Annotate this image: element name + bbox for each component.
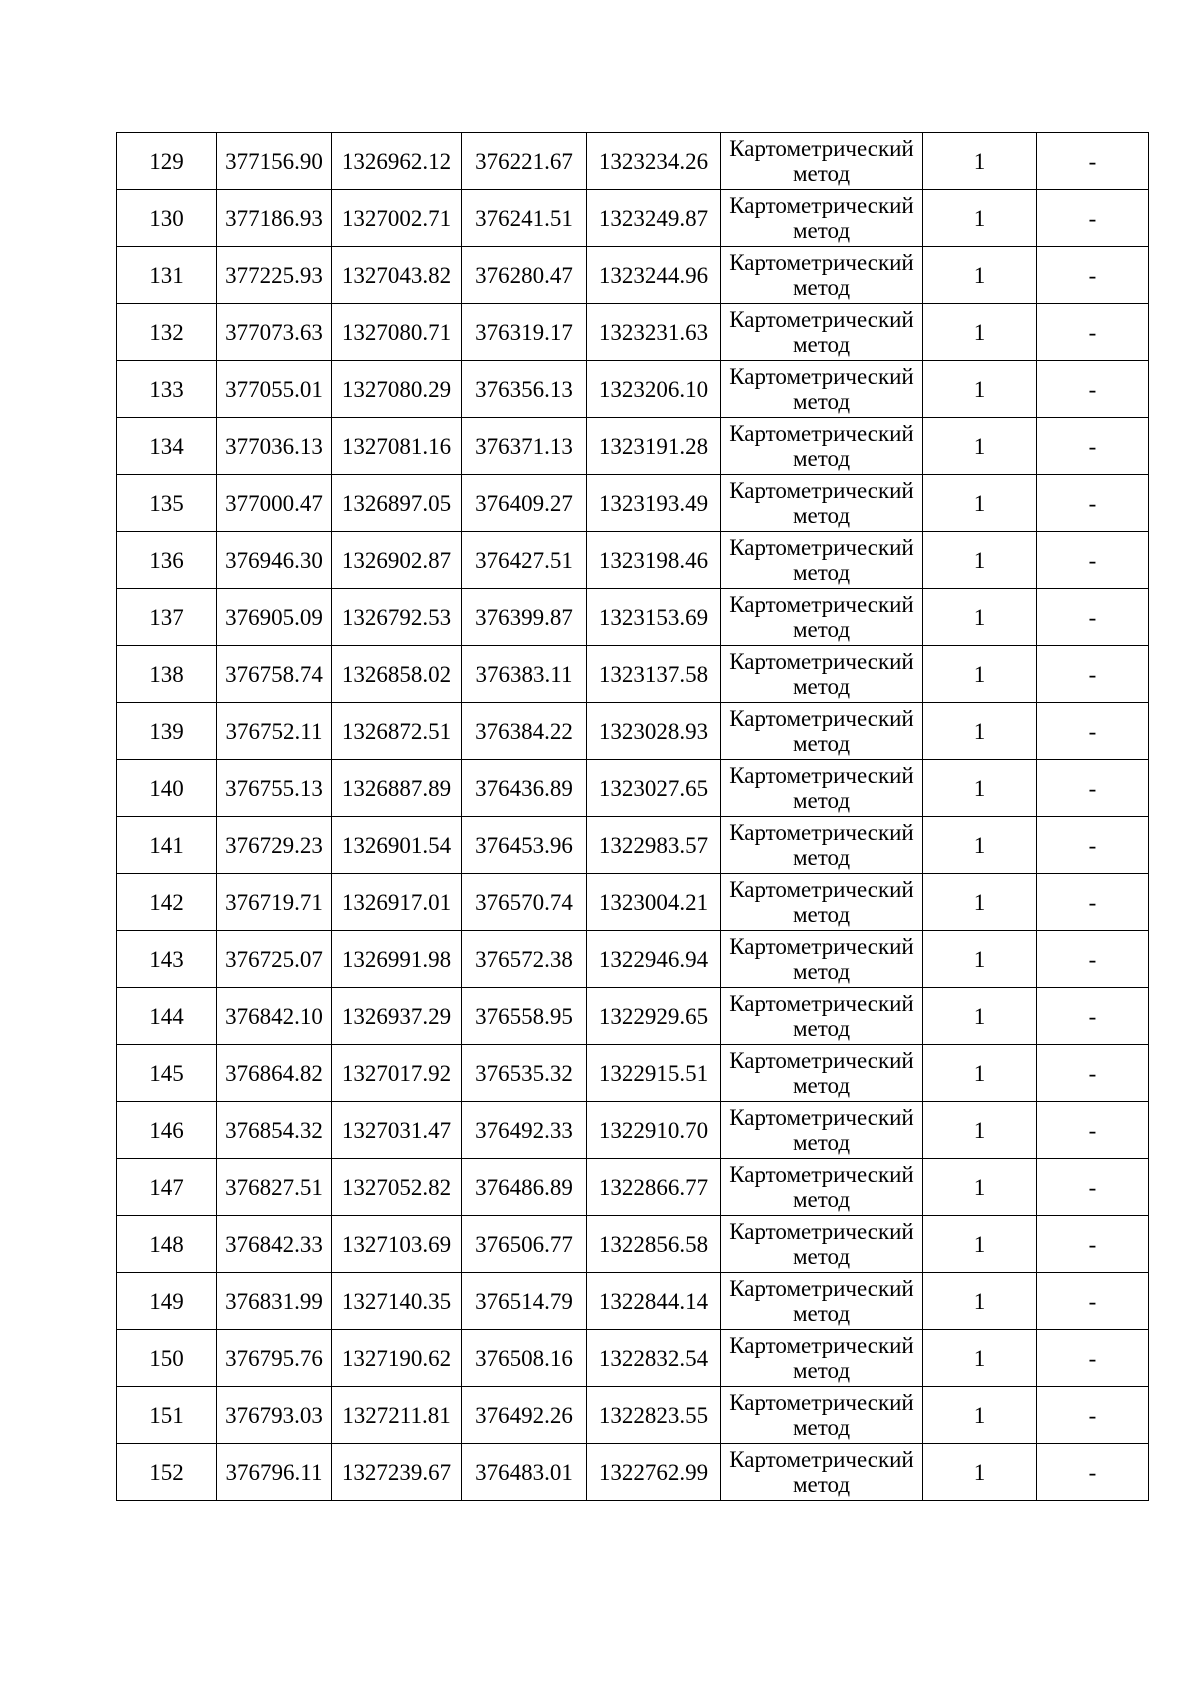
point-number-cell: 146	[117, 1102, 217, 1159]
point-number-cell: 134	[117, 418, 217, 475]
method-line-1: Картометрический	[729, 877, 914, 902]
point-number-cell: 143	[117, 931, 217, 988]
point-number-cell: 142	[117, 874, 217, 931]
y-coordinate-2-cell: 1322929.65	[587, 988, 721, 1045]
method-cell	[721, 1444, 923, 1501]
point-number-cell: 140	[117, 760, 217, 817]
method-cell	[721, 133, 923, 190]
x-coordinate-2-cell: 376356.13	[462, 361, 587, 418]
y-coordinate-1-cell: 1327081.16	[332, 418, 462, 475]
x-coordinate-2-cell: 376558.95	[462, 988, 587, 1045]
method-line-2: метод	[792, 1358, 851, 1383]
accuracy-cell: 1	[923, 133, 1037, 190]
method-line-1: Картометрический	[729, 136, 914, 161]
x-coordinate-2-cell: 376508.16	[462, 1330, 587, 1387]
point-number-cell: 148	[117, 1216, 217, 1273]
y-coordinate-2-cell: 1323198.46	[587, 532, 721, 589]
y-coordinate-1-cell: 1327211.81	[332, 1387, 462, 1444]
x-coordinate-2-cell: 376399.87	[462, 589, 587, 646]
method-line-1: Картометрический	[729, 307, 914, 332]
y-coordinate-1-cell: 1327080.71	[332, 304, 462, 361]
x-coordinate-1-cell: 376864.82	[217, 1045, 332, 1102]
y-coordinate-1-cell: 1327031.47	[332, 1102, 462, 1159]
method-line-2: метод	[792, 959, 851, 984]
x-coordinate-2-cell: 376492.33	[462, 1102, 587, 1159]
method-line-2: метод	[792, 1472, 851, 1497]
x-coordinate-1-cell: 376796.11	[217, 1444, 332, 1501]
x-coordinate-1-cell: 376854.32	[217, 1102, 332, 1159]
y-coordinate-1-cell: 1326962.12	[332, 133, 462, 190]
x-coordinate-2-cell: 376535.32	[462, 1045, 587, 1102]
method-line-2: метод	[792, 446, 851, 471]
method-cell	[721, 760, 923, 817]
method-line-2: метод	[792, 1244, 851, 1269]
x-coordinate-2-cell: 376371.13	[462, 418, 587, 475]
method-cell	[721, 418, 923, 475]
point-number-cell: 145	[117, 1045, 217, 1102]
table-row	[117, 475, 1149, 532]
method-line-1: Картометрический	[729, 1105, 914, 1130]
method-line-1: Картометрический	[729, 820, 914, 845]
method-line-1: Картометрический	[729, 478, 914, 503]
accuracy-cell: 1	[923, 931, 1037, 988]
x-coordinate-2-cell: 376506.77	[462, 1216, 587, 1273]
x-coordinate-2-cell: 376383.11	[462, 646, 587, 703]
table-row	[117, 1102, 1149, 1159]
method-line-1: Картометрический	[729, 250, 914, 275]
method-cell	[721, 988, 923, 1045]
method-line-1: Картометрический	[729, 193, 914, 218]
note-cell: -	[1037, 133, 1149, 190]
table-row	[117, 190, 1149, 247]
x-coordinate-2-cell: 376427.51	[462, 532, 587, 589]
method-line-2: метод	[792, 389, 851, 414]
point-number-cell: 150	[117, 1330, 217, 1387]
x-coordinate-2-cell: 376486.89	[462, 1159, 587, 1216]
method-cell	[721, 1159, 923, 1216]
y-coordinate-2-cell: 1322946.94	[587, 931, 721, 988]
y-coordinate-1-cell: 1327017.92	[332, 1045, 462, 1102]
method-cell	[721, 931, 923, 988]
x-coordinate-1-cell: 377186.93	[217, 190, 332, 247]
table-row	[117, 760, 1149, 817]
accuracy-cell: 1	[923, 589, 1037, 646]
x-coordinate-1-cell: 377156.90	[217, 133, 332, 190]
method-line-2: метод	[792, 902, 851, 927]
table-row	[117, 133, 1149, 190]
note-cell: -	[1037, 1330, 1149, 1387]
accuracy-cell: 1	[923, 532, 1037, 589]
accuracy-cell: 1	[923, 1159, 1037, 1216]
y-coordinate-1-cell: 1326937.29	[332, 988, 462, 1045]
note-cell: -	[1037, 532, 1149, 589]
x-coordinate-2-cell: 376319.17	[462, 304, 587, 361]
method-cell	[721, 1045, 923, 1102]
x-coordinate-1-cell: 376725.07	[217, 931, 332, 988]
x-coordinate-1-cell: 376905.09	[217, 589, 332, 646]
table-row	[117, 988, 1149, 1045]
x-coordinate-1-cell: 376842.33	[217, 1216, 332, 1273]
note-cell: -	[1037, 1216, 1149, 1273]
y-coordinate-1-cell: 1326897.05	[332, 475, 462, 532]
x-coordinate-1-cell: 376758.74	[217, 646, 332, 703]
y-coordinate-2-cell: 1322910.70	[587, 1102, 721, 1159]
point-number-cell: 152	[117, 1444, 217, 1501]
method-cell	[721, 589, 923, 646]
point-number-cell: 136	[117, 532, 217, 589]
method-line-2: метод	[792, 503, 851, 528]
x-coordinate-1-cell: 377036.13	[217, 418, 332, 475]
accuracy-cell: 1	[923, 988, 1037, 1045]
y-coordinate-2-cell: 1323206.10	[587, 361, 721, 418]
y-coordinate-2-cell: 1322832.54	[587, 1330, 721, 1387]
accuracy-cell: 1	[923, 760, 1037, 817]
table-row	[117, 589, 1149, 646]
method-line-1: Картометрический	[729, 1333, 914, 1358]
y-coordinate-1-cell: 1326792.53	[332, 589, 462, 646]
note-cell: -	[1037, 304, 1149, 361]
note-cell: -	[1037, 1045, 1149, 1102]
y-coordinate-2-cell: 1322915.51	[587, 1045, 721, 1102]
accuracy-cell: 1	[923, 190, 1037, 247]
coordinates-table	[116, 132, 1149, 1501]
method-line-1: Картометрический	[729, 934, 914, 959]
y-coordinate-2-cell: 1322823.55	[587, 1387, 721, 1444]
method-line-2: метод	[792, 845, 851, 870]
y-coordinate-2-cell: 1323027.65	[587, 760, 721, 817]
accuracy-cell: 1	[923, 874, 1037, 931]
point-number-cell: 135	[117, 475, 217, 532]
note-cell: -	[1037, 760, 1149, 817]
method-line-1: Картометрический	[729, 364, 914, 389]
y-coordinate-1-cell: 1326991.98	[332, 931, 462, 988]
method-line-2: метод	[792, 788, 851, 813]
table-row	[117, 247, 1149, 304]
x-coordinate-2-cell: 376436.89	[462, 760, 587, 817]
x-coordinate-2-cell: 376384.22	[462, 703, 587, 760]
method-line-2: метод	[792, 674, 851, 699]
x-coordinate-1-cell: 377000.47	[217, 475, 332, 532]
note-cell: -	[1037, 1159, 1149, 1216]
accuracy-cell: 1	[923, 703, 1037, 760]
point-number-cell: 139	[117, 703, 217, 760]
accuracy-cell: 1	[923, 418, 1037, 475]
point-number-cell: 149	[117, 1273, 217, 1330]
table-row	[117, 1387, 1149, 1444]
y-coordinate-2-cell: 1322866.77	[587, 1159, 721, 1216]
accuracy-cell: 1	[923, 1216, 1037, 1273]
method-line-1: Картометрический	[729, 649, 914, 674]
method-line-1: Картометрический	[729, 1390, 914, 1415]
method-line-1: Картометрический	[729, 1447, 914, 1472]
method-cell	[721, 1216, 923, 1273]
point-number-cell: 131	[117, 247, 217, 304]
method-cell	[721, 703, 923, 760]
table-row	[117, 1159, 1149, 1216]
note-cell: -	[1037, 190, 1149, 247]
method-line-2: метод	[792, 1130, 851, 1155]
x-coordinate-2-cell: 376221.67	[462, 133, 587, 190]
y-coordinate-1-cell: 1327002.71	[332, 190, 462, 247]
method-cell	[721, 1330, 923, 1387]
x-coordinate-2-cell: 376241.51	[462, 190, 587, 247]
x-coordinate-1-cell: 377055.01	[217, 361, 332, 418]
point-number-cell: 138	[117, 646, 217, 703]
method-line-2: метод	[792, 1187, 851, 1212]
method-line-1: Картометрический	[729, 421, 914, 446]
x-coordinate-2-cell: 376453.96	[462, 817, 587, 874]
x-coordinate-1-cell: 376793.03	[217, 1387, 332, 1444]
table-row	[117, 1444, 1149, 1501]
method-line-2: метод	[792, 332, 851, 357]
y-coordinate-1-cell: 1326917.01	[332, 874, 462, 931]
accuracy-cell: 1	[923, 1102, 1037, 1159]
method-cell	[721, 361, 923, 418]
y-coordinate-1-cell: 1326902.87	[332, 532, 462, 589]
x-coordinate-1-cell: 376842.10	[217, 988, 332, 1045]
y-coordinate-2-cell: 1322983.57	[587, 817, 721, 874]
accuracy-cell: 1	[923, 817, 1037, 874]
method-line-1: Картометрический	[729, 706, 914, 731]
note-cell: -	[1037, 589, 1149, 646]
x-coordinate-1-cell: 376795.76	[217, 1330, 332, 1387]
method-line-1: Картометрический	[729, 763, 914, 788]
point-number-cell: 137	[117, 589, 217, 646]
method-line-1: Картометрический	[729, 1162, 914, 1187]
method-cell	[721, 532, 923, 589]
y-coordinate-1-cell: 1327140.35	[332, 1273, 462, 1330]
method-line-1: Картометрический	[729, 1276, 914, 1301]
point-number-cell: 151	[117, 1387, 217, 1444]
y-coordinate-2-cell: 1323004.21	[587, 874, 721, 931]
x-coordinate-1-cell: 377073.63	[217, 304, 332, 361]
note-cell: -	[1037, 931, 1149, 988]
method-cell	[721, 817, 923, 874]
method-line-2: метод	[792, 161, 851, 186]
accuracy-cell: 1	[923, 304, 1037, 361]
accuracy-cell: 1	[923, 361, 1037, 418]
method-line-2: метод	[792, 1415, 851, 1440]
y-coordinate-2-cell: 1323191.28	[587, 418, 721, 475]
method-line-2: метод	[792, 1073, 851, 1098]
note-cell: -	[1037, 703, 1149, 760]
y-coordinate-1-cell: 1327043.82	[332, 247, 462, 304]
table-row	[117, 646, 1149, 703]
x-coordinate-1-cell: 376719.71	[217, 874, 332, 931]
y-coordinate-2-cell: 1322762.99	[587, 1444, 721, 1501]
y-coordinate-2-cell: 1323028.93	[587, 703, 721, 760]
method-line-2: метод	[792, 275, 851, 300]
y-coordinate-2-cell: 1323244.96	[587, 247, 721, 304]
method-line-1: Картометрический	[729, 592, 914, 617]
method-cell	[721, 190, 923, 247]
table-row	[117, 532, 1149, 589]
y-coordinate-1-cell: 1326872.51	[332, 703, 462, 760]
y-coordinate-2-cell: 1322856.58	[587, 1216, 721, 1273]
table-body	[117, 133, 1149, 1501]
x-coordinate-2-cell: 376514.79	[462, 1273, 587, 1330]
table-row	[117, 817, 1149, 874]
method-cell	[721, 1102, 923, 1159]
y-coordinate-1-cell: 1327080.29	[332, 361, 462, 418]
method-cell	[721, 247, 923, 304]
accuracy-cell: 1	[923, 646, 1037, 703]
note-cell: -	[1037, 1444, 1149, 1501]
table-row	[117, 703, 1149, 760]
method-line-2: метод	[792, 1016, 851, 1041]
y-coordinate-2-cell: 1323193.49	[587, 475, 721, 532]
note-cell: -	[1037, 874, 1149, 931]
table-row	[117, 1216, 1149, 1273]
x-coordinate-1-cell: 376946.30	[217, 532, 332, 589]
method-cell	[721, 304, 923, 361]
x-coordinate-1-cell: 376752.11	[217, 703, 332, 760]
accuracy-cell: 1	[923, 1045, 1037, 1102]
table-row	[117, 418, 1149, 475]
accuracy-cell: 1	[923, 247, 1037, 304]
y-coordinate-1-cell: 1326887.89	[332, 760, 462, 817]
note-cell: -	[1037, 247, 1149, 304]
method-cell	[721, 1273, 923, 1330]
y-coordinate-2-cell: 1323249.87	[587, 190, 721, 247]
point-number-cell: 130	[117, 190, 217, 247]
y-coordinate-1-cell: 1326901.54	[332, 817, 462, 874]
method-cell	[721, 475, 923, 532]
x-coordinate-1-cell: 376755.13	[217, 760, 332, 817]
method-line-2: метод	[792, 1301, 851, 1326]
x-coordinate-2-cell: 376572.38	[462, 931, 587, 988]
method-line-2: метод	[792, 218, 851, 243]
y-coordinate-2-cell: 1323137.58	[587, 646, 721, 703]
y-coordinate-1-cell: 1326858.02	[332, 646, 462, 703]
method-line-1: Картометрический	[729, 1048, 914, 1073]
x-coordinate-2-cell: 376483.01	[462, 1444, 587, 1501]
method-line-2: метод	[792, 560, 851, 585]
y-coordinate-2-cell: 1323153.69	[587, 589, 721, 646]
note-cell: -	[1037, 988, 1149, 1045]
y-coordinate-2-cell: 1322844.14	[587, 1273, 721, 1330]
note-cell: -	[1037, 1387, 1149, 1444]
y-coordinate-1-cell: 1327103.69	[332, 1216, 462, 1273]
note-cell: -	[1037, 817, 1149, 874]
x-coordinate-2-cell: 376409.27	[462, 475, 587, 532]
point-number-cell: 133	[117, 361, 217, 418]
x-coordinate-1-cell: 377225.93	[217, 247, 332, 304]
point-number-cell: 132	[117, 304, 217, 361]
method-cell	[721, 874, 923, 931]
y-coordinate-2-cell: 1323234.26	[587, 133, 721, 190]
accuracy-cell: 1	[923, 475, 1037, 532]
y-coordinate-1-cell: 1327052.82	[332, 1159, 462, 1216]
note-cell: -	[1037, 418, 1149, 475]
x-coordinate-2-cell: 376492.26	[462, 1387, 587, 1444]
point-number-cell: 141	[117, 817, 217, 874]
y-coordinate-1-cell: 1327239.67	[332, 1444, 462, 1501]
note-cell: -	[1037, 475, 1149, 532]
accuracy-cell: 1	[923, 1387, 1037, 1444]
method-cell	[721, 646, 923, 703]
note-cell: -	[1037, 361, 1149, 418]
accuracy-cell: 1	[923, 1330, 1037, 1387]
note-cell: -	[1037, 1273, 1149, 1330]
x-coordinate-2-cell: 376570.74	[462, 874, 587, 931]
note-cell: -	[1037, 1102, 1149, 1159]
accuracy-cell: 1	[923, 1273, 1037, 1330]
table-row	[117, 874, 1149, 931]
table-row	[117, 1330, 1149, 1387]
point-number-cell: 129	[117, 133, 217, 190]
table-row	[117, 1045, 1149, 1102]
x-coordinate-1-cell: 376827.51	[217, 1159, 332, 1216]
table-row	[117, 1273, 1149, 1330]
y-coordinate-1-cell: 1327190.62	[332, 1330, 462, 1387]
method-line-1: Картометрический	[729, 991, 914, 1016]
method-line-1: Картометрический	[729, 1219, 914, 1244]
x-coordinate-2-cell: 376280.47	[462, 247, 587, 304]
x-coordinate-1-cell: 376729.23	[217, 817, 332, 874]
x-coordinate-1-cell: 376831.99	[217, 1273, 332, 1330]
table-row	[117, 931, 1149, 988]
note-cell: -	[1037, 646, 1149, 703]
method-line-2: метод	[792, 617, 851, 642]
accuracy-cell: 1	[923, 1444, 1037, 1501]
table-row	[117, 361, 1149, 418]
method-line-2: метод	[792, 731, 851, 756]
point-number-cell: 144	[117, 988, 217, 1045]
table-row	[117, 304, 1149, 361]
y-coordinate-2-cell: 1323231.63	[587, 304, 721, 361]
point-number-cell: 147	[117, 1159, 217, 1216]
method-line-1: Картометрический	[729, 535, 914, 560]
method-cell	[721, 1387, 923, 1444]
